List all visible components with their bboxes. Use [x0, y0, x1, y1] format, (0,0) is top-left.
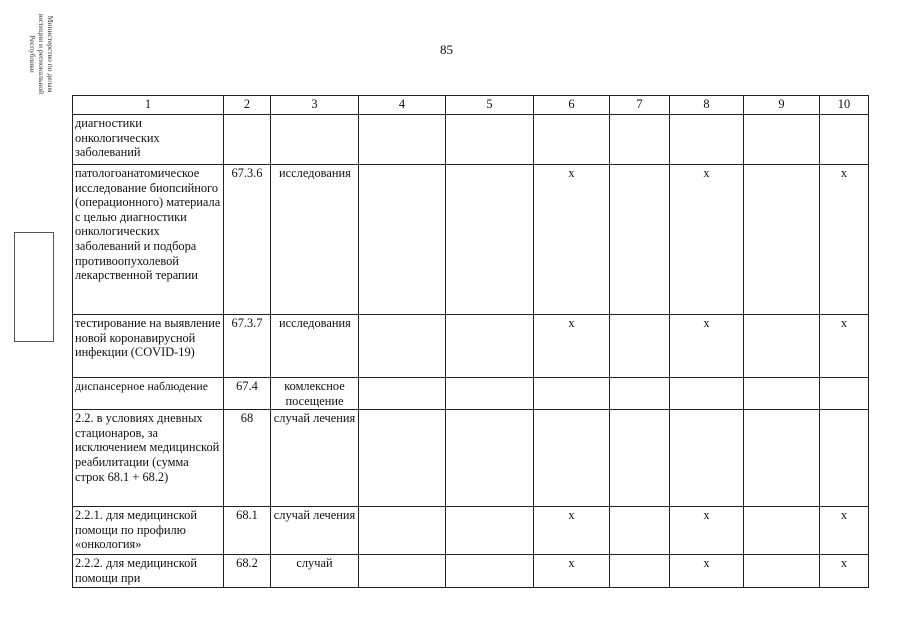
cell — [446, 115, 534, 165]
cell-mark: х — [534, 315, 610, 378]
cell-mark — [670, 378, 744, 410]
table-row — [73, 115, 869, 165]
column-header: 7 — [610, 96, 670, 115]
cell — [744, 555, 820, 588]
cell — [446, 555, 534, 588]
cell-mark: х — [820, 507, 869, 555]
cell-mark — [820, 378, 869, 410]
cell-mark: х — [820, 315, 869, 378]
cell-mark — [820, 115, 869, 165]
cell-mark: х — [670, 315, 744, 378]
cell — [744, 315, 820, 378]
table-row — [73, 507, 869, 555]
row-code: 67.3.7 — [224, 315, 271, 378]
indicator-name: патологоанатомическое исследование биопсийного (операционного) материала с целью диагностики онкологических заболеваний и подбора противоопухолевой лекарственной терапии — [73, 165, 224, 315]
column-header: 10 — [820, 96, 869, 115]
cell-mark: х — [534, 507, 610, 555]
cell — [359, 410, 446, 507]
cell-mark: х — [534, 555, 610, 588]
unit-of-measure — [271, 115, 359, 165]
unit-of-measure: случай — [271, 555, 359, 588]
cell — [610, 115, 670, 165]
table-row — [73, 378, 869, 410]
cell — [744, 507, 820, 555]
cell — [359, 165, 446, 315]
row-code: 68.1 — [224, 507, 271, 555]
unit-of-measure: случай лечения — [271, 507, 359, 555]
unit-of-measure: исследования — [271, 315, 359, 378]
row-code — [224, 115, 271, 165]
indicator-name: диагностики онкологических заболеваний — [73, 115, 224, 165]
cell — [359, 507, 446, 555]
cell — [446, 165, 534, 315]
cell — [610, 315, 670, 378]
cell-mark — [534, 410, 610, 507]
cell — [446, 507, 534, 555]
cell — [446, 410, 534, 507]
cell — [446, 378, 534, 410]
cell-mark — [820, 410, 869, 507]
unit-of-measure: комлексное посещение — [271, 378, 359, 410]
cell — [610, 165, 670, 315]
cell-mark: х — [820, 555, 869, 588]
cell-mark — [670, 115, 744, 165]
cell-mark: х — [670, 555, 744, 588]
cell — [610, 507, 670, 555]
column-header: 1 — [73, 96, 224, 115]
column-header: 6 — [534, 96, 610, 115]
cell — [446, 315, 534, 378]
cell-mark — [534, 378, 610, 410]
indicator-name: 2.2.1. для медицинской помощи по профилю «онкология» — [73, 507, 224, 555]
cell-mark — [534, 115, 610, 165]
cell-mark: х — [820, 165, 869, 315]
cell — [610, 555, 670, 588]
cell — [744, 165, 820, 315]
column-header: 8 — [670, 96, 744, 115]
row-code: 68 — [224, 410, 271, 507]
cell-mark: х — [534, 165, 610, 315]
cell — [359, 555, 446, 588]
data-table — [72, 95, 869, 588]
table-row — [73, 410, 869, 507]
cell — [610, 378, 670, 410]
stamp-line: Республики — [28, 35, 37, 73]
stamp-line: юстиции и региональной — [37, 13, 46, 95]
cell — [359, 315, 446, 378]
indicator-name: 2.2.2. для медицинской помощи при — [73, 555, 224, 588]
table-row — [73, 315, 869, 378]
row-code: 68.2 — [224, 555, 271, 588]
unit-of-measure: исследования — [271, 165, 359, 315]
stamp-line: Министерство по делам — [46, 15, 55, 93]
table-row — [73, 555, 869, 588]
cell — [744, 410, 820, 507]
table-row — [73, 165, 869, 315]
table-header-row — [73, 96, 869, 115]
cell — [359, 115, 446, 165]
row-code: 67.3.6 — [224, 165, 271, 315]
column-header: 5 — [446, 96, 534, 115]
column-header: 4 — [359, 96, 446, 115]
page-number: 85 — [440, 42, 453, 57]
indicator-name: 2.2. в условиях дневных стационаров, за исключением медицинской реабилитации (сумма строк 68.1 + 68.2) — [73, 410, 224, 507]
cell-mark: х — [670, 507, 744, 555]
cell-mark: х — [670, 165, 744, 315]
cell — [744, 378, 820, 410]
unit-of-measure: случай лечения — [271, 410, 359, 507]
row-code: 67.4 — [224, 378, 271, 410]
cell-mark — [670, 410, 744, 507]
registration-stamp — [14, 232, 54, 342]
column-header: 3 — [271, 96, 359, 115]
column-header: 9 — [744, 96, 820, 115]
registration-stamp-text — [28, 0, 55, 108]
cell — [744, 115, 820, 165]
indicator-name: диспансерное наблюдение — [73, 378, 224, 410]
cell — [359, 378, 446, 410]
cell — [610, 410, 670, 507]
column-header: 2 — [224, 96, 271, 115]
indicator-name: тестирование на выявление новой коронавирусной инфекции (COVID-19) — [73, 315, 224, 378]
